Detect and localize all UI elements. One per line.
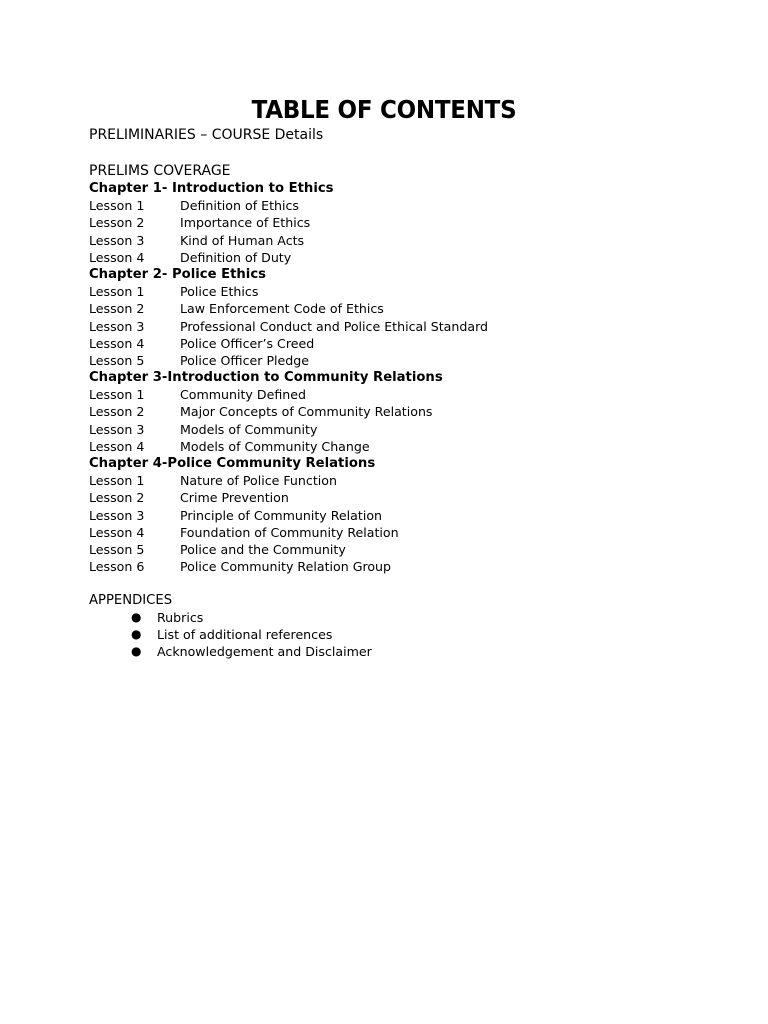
lesson-number: Lesson 4 [89, 438, 145, 454]
appendix-label: Rubrics [157, 610, 204, 625]
chapter-heading: Chapter 1- Introduction to Ethics [89, 181, 334, 196]
lesson-row [89, 300, 689, 317]
table-of-contents [89, 180, 689, 575]
lesson-number: Lesson 1 [89, 198, 145, 214]
bullet-icon: ● [131, 627, 142, 642]
preliminaries-heading: PRELIMINARIES – COURSE Details [89, 127, 324, 143]
lesson-title: Police and the Community [180, 541, 346, 557]
lesson-title: Foundation of Community Relation [180, 524, 399, 540]
appendices-heading: APPENDICES [89, 593, 173, 608]
lesson-row [89, 421, 689, 438]
lesson-number: Lesson 2 [89, 404, 145, 420]
lesson-number: Lesson 2 [89, 215, 145, 231]
lesson-number: Lesson 1 [89, 284, 145, 300]
chapter-heading: Chapter 2- Police Ethics [89, 266, 266, 282]
lesson-row [89, 403, 689, 420]
bullet-icon: ● [131, 644, 142, 659]
lesson-number: Lesson 3 [89, 318, 145, 334]
lesson-title: Models of Community Change [180, 438, 370, 454]
lesson-title: Community Defined [180, 387, 306, 403]
lesson-number: Lesson 3 [89, 232, 145, 248]
lesson-row [89, 249, 689, 266]
lesson-number: Lesson 2 [89, 490, 145, 506]
lesson-number: Lesson 2 [89, 301, 145, 317]
lesson-row [89, 524, 689, 541]
lesson-number: Lesson 3 [89, 507, 145, 523]
lesson-row [89, 318, 689, 335]
lesson-row [89, 507, 689, 524]
page-title: TABLE OF CONTENTS [251, 95, 517, 124]
lesson-row [89, 541, 689, 558]
appendix-label: Acknowledgement and Disclaimer [157, 644, 372, 660]
appendix-label: List of additional references [157, 627, 333, 643]
lesson-row [89, 386, 689, 403]
lesson-row [89, 283, 689, 300]
lesson-title: Police Ethics [180, 284, 259, 300]
lesson-row [89, 335, 689, 352]
lesson-number: Lesson 3 [89, 421, 145, 437]
lesson-row [89, 438, 689, 455]
lesson-title: Principle of Community Relation [180, 507, 383, 523]
lesson-title: Police Community Relation Group [180, 559, 392, 575]
lesson-title: Major Concepts of Community Relations [180, 404, 433, 420]
lesson-title: Importance of Ethics [180, 215, 311, 231]
lesson-number: Lesson 5 [89, 352, 145, 368]
lesson-title: Definition of Duty [180, 249, 292, 265]
lesson-title: Police Officer Pledge [180, 352, 310, 368]
coverage-heading: PRELIMS COVERAGE [89, 163, 231, 179]
lesson-row [89, 472, 689, 489]
lesson-number: Lesson 5 [89, 541, 145, 557]
lesson-title: Crime Prevention [180, 490, 289, 506]
lesson-title: Police Officer’s Creed [180, 335, 315, 351]
lesson-number: Lesson 4 [89, 335, 145, 351]
lesson-row [89, 352, 689, 369]
lesson-title: Definition of Ethics [180, 198, 299, 214]
bullet-icon: ● [131, 610, 142, 624]
lesson-number: Lesson 1 [89, 387, 145, 403]
lesson-title: Nature of Police Function [180, 473, 337, 489]
chapter-heading: Chapter 3-Introduction to Community Relations [89, 370, 443, 386]
lesson-title: Models of Community [180, 421, 318, 437]
lesson-row [89, 558, 689, 575]
lesson-title: Kind of Human Acts [180, 232, 305, 248]
lesson-row [89, 232, 689, 249]
lesson-title: Professional Conduct and Police Ethical Standard [180, 318, 489, 334]
chapter-heading: Chapter 4-Police Community Relations [89, 456, 376, 471]
lesson-number: Lesson 4 [89, 524, 145, 540]
lesson-title: Law Enforcement Code of Ethics [180, 301, 384, 317]
lesson-number: Lesson 6 [89, 559, 145, 575]
lesson-row [89, 214, 689, 231]
lesson-row [89, 197, 689, 214]
lesson-number: Lesson 4 [89, 249, 145, 265]
lesson-row [89, 489, 689, 506]
lesson-number: Lesson 1 [89, 473, 145, 489]
